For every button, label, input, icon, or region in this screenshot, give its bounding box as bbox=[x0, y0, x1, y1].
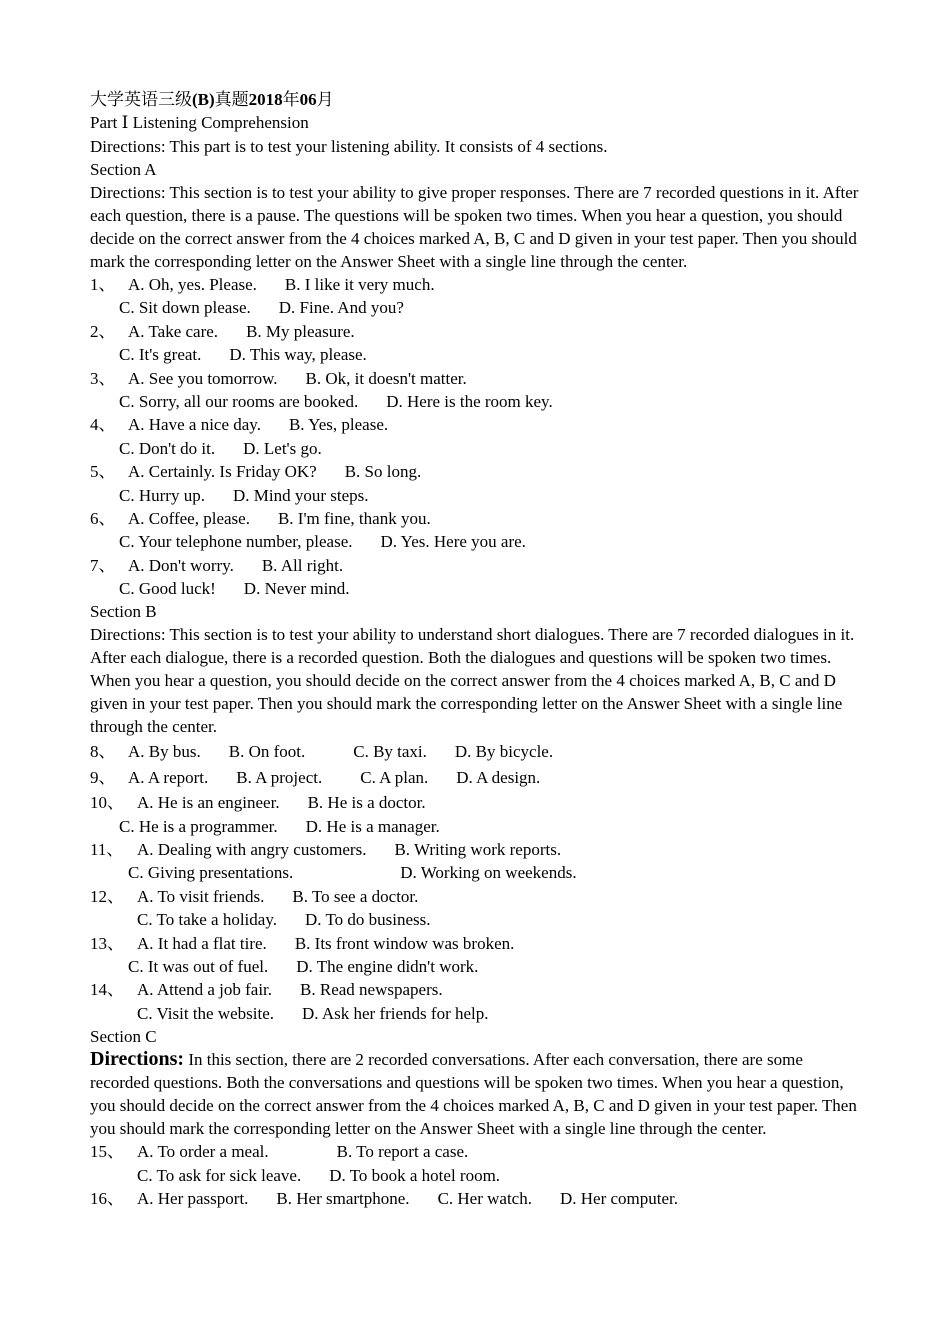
question-15: 15、 A. To order a meal. B. To report a case. bbox=[90, 1142, 469, 1162]
section-c-heading: Section C bbox=[90, 1027, 157, 1047]
question-4-cd: C. Don't do it. D. Let's go. bbox=[119, 438, 322, 458]
section-c-directions: Directions: In this section, there are 2 recorded conversations. After each conversation, there are some recorded questions. Both the conversations and questions will be spoken two times. When you hear a question, you should decide on the correct answer from the 4 choices marked A, B, C and D given in your test paper. Then you should mark the corresponding letter on the Answer Sheet with a single line through the center. bbox=[90, 1048, 857, 1139]
question-6: 6、 A. Coffee, please. B. I'm fine, thank you. bbox=[90, 508, 431, 528]
question-4: 4、 A. Have a nice day. B. Yes, please. bbox=[90, 415, 389, 435]
part-heading: Part Ⅰ Listening Comprehension bbox=[90, 113, 309, 132]
question-9: 9、 A. A report. B. A project. C. A plan. D. A design. bbox=[90, 767, 541, 787]
question-14-cd: C. Visit the website. D. Ask her friends for help. bbox=[137, 1003, 489, 1023]
section-a-questions bbox=[90, 273, 865, 600]
question-10-cd: C. He is a programmer. D. He is a manager. bbox=[119, 816, 440, 836]
question-16: 16、 A. Her passport. B. Her smartphone. C. Her watch. D. Her computer. bbox=[90, 1188, 679, 1208]
question-14: 14、 A. Attend a job fair. B. Read newspapers. bbox=[90, 980, 443, 1000]
question-1-cd: C. Sit down please. D. Fine. And you? bbox=[119, 298, 404, 318]
question-1: 1、 A. Oh, yes. Please. B. I like it very much. bbox=[90, 275, 435, 294]
question-12-cd: C. To take a holiday. D. To do business. bbox=[137, 910, 431, 930]
question-7-cd: C. Good luck! D. Never mind. bbox=[119, 579, 350, 599]
question-5-cd: C. Hurry up. D. Mind your steps. bbox=[119, 485, 369, 505]
question-7: 7、 A. Don't worry. B. All right. bbox=[90, 555, 344, 575]
question-5: 5、 A. Certainly. Is Friday OK? B. So long. bbox=[90, 462, 422, 482]
question-13-cd: C. It was out of fuel. D. The engine didn't work. bbox=[128, 956, 479, 976]
section-a-heading: Section A bbox=[90, 160, 157, 179]
question-11: 11、 A. Dealing with angry customers. B. Writing work reports. bbox=[90, 840, 562, 860]
section-a-directions: Directions: This section is to test your ability to give proper responses. There are 7 recorded questions in it. After each question, there is a pause. The questions will be spoken two times. When you hear a question, you should decide on the correct answer from the 4 choices marked A, B, C and D given in your test paper. Then you should mark the corresponding letter on the Answer Sheet with a single line through the center. bbox=[90, 183, 859, 271]
question-6-cd: C. Your telephone number, please. D. Yes. Here you are. bbox=[119, 532, 526, 552]
question-15-cd: C. To ask for sick leave. D. To book a hotel room. bbox=[137, 1165, 501, 1185]
question-8: 8、 A. By bus. B. On foot. C. By taxi. D. By bicycle. bbox=[90, 742, 554, 762]
question-13: 13、 A. It had a flat tire. B. Its front window was broken. bbox=[90, 933, 515, 953]
question-10: 10、 A. He is an engineer. B. He is a doctor. bbox=[90, 793, 426, 813]
section-b-heading: Section B bbox=[90, 602, 157, 622]
section-b-directions: Directions: This section is to test your ability to understand short dialogues. There are 7 recorded dialogues in it. After each dialogue, there is a recorded question. Both the dialogues and questions will be spoken two times. When you hear a question, you should decide on the correct answer from the 4 choices marked A, B, C and D given in your test paper. Then you should mark the corresponding letter on the Answer Sheet with a single line through the center. bbox=[90, 625, 855, 737]
exam-page bbox=[90, 88, 865, 1210]
question-2: 2、 A. Take care. B. My pleasure. bbox=[90, 321, 355, 341]
section-c-directions-label: Directions: bbox=[90, 1048, 185, 1071]
main-directions: Directions: This part is to test your listening ability. It consists of 4 sections. bbox=[90, 137, 608, 156]
question-12: 12、 A. To visit friends. B. To see a doctor. bbox=[90, 886, 419, 906]
question-2-cd: C. It's great. D. This way, please. bbox=[119, 345, 367, 365]
question-11-cd: C. Giving presentations. D. Working on weekends. bbox=[128, 863, 577, 883]
page-title: 大学英语三级(B)真题2018年06月 bbox=[90, 90, 334, 109]
question-3-cd: C. Sorry, all our rooms are booked. D. Here is the room key. bbox=[119, 391, 553, 411]
question-3: 3、 A. See you tomorrow. B. Ok, it doesn't matter. bbox=[90, 368, 467, 388]
